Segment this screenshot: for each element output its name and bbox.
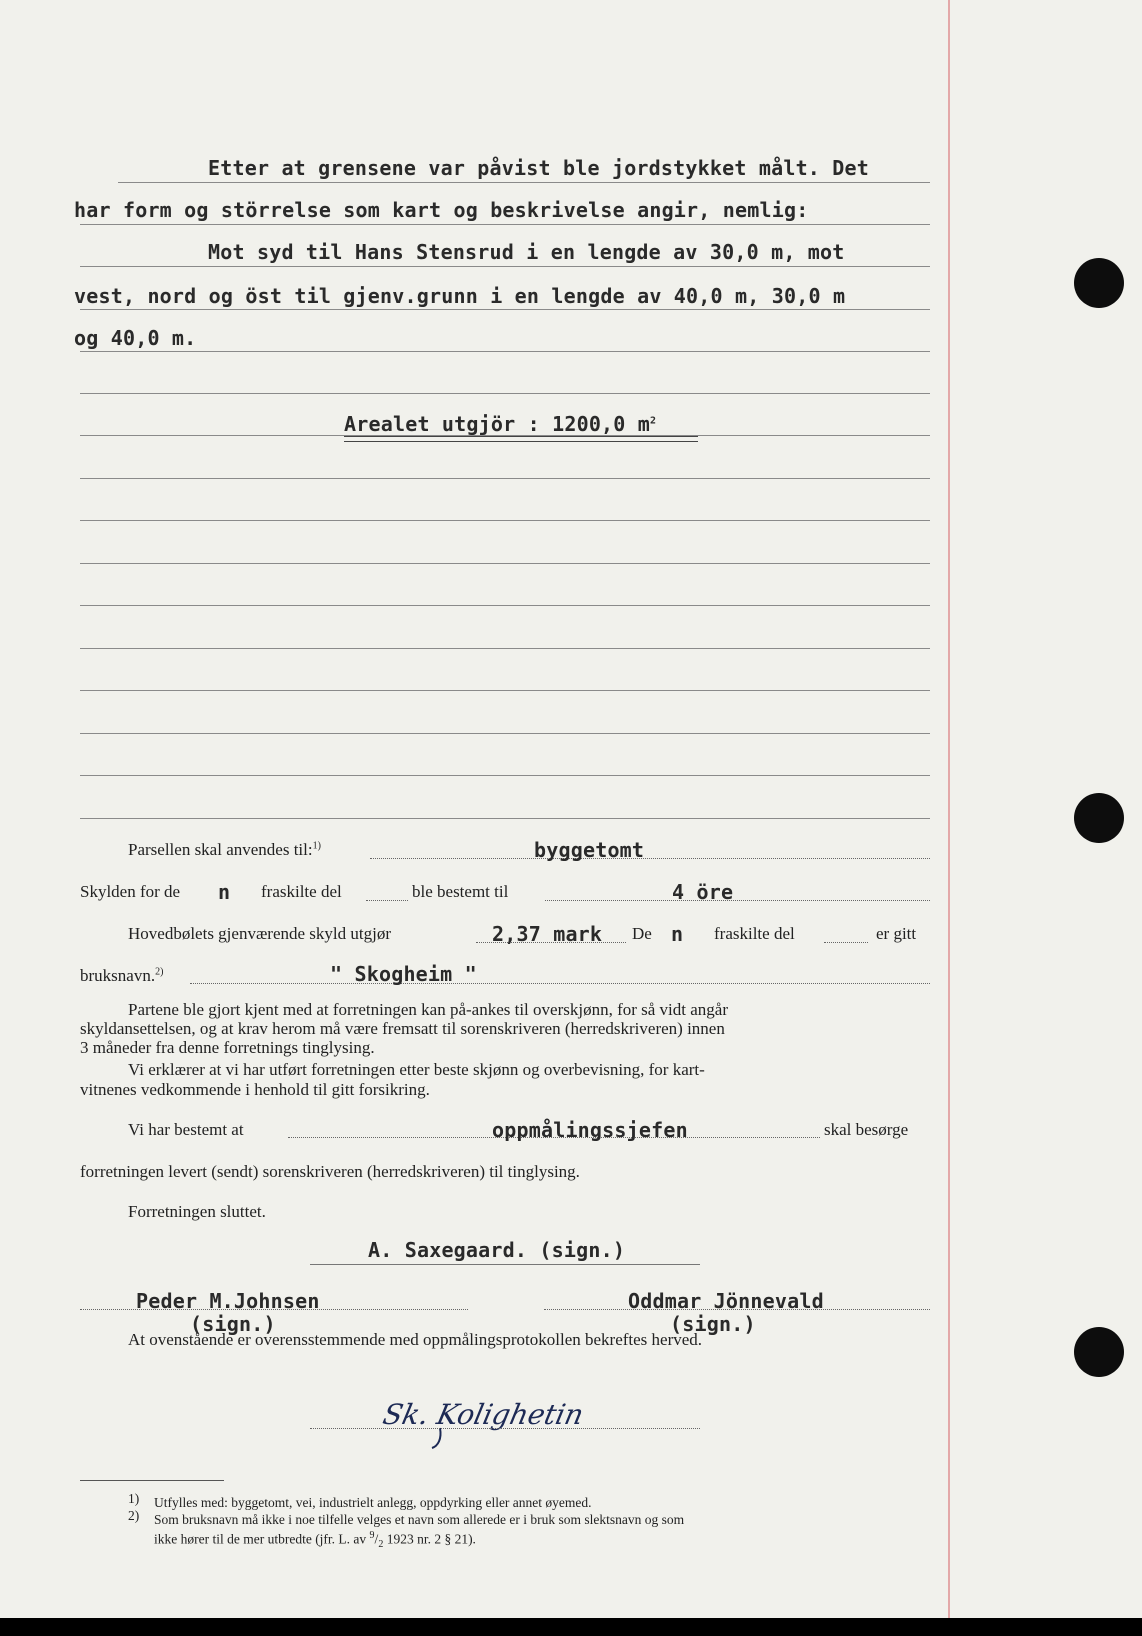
footnote-1-mark: 1): [128, 1491, 140, 1506]
delivered-line: forretningen levert (sendt) sorenskriveren (herredskriveren) til tinglysing.: [80, 1162, 580, 1181]
ruled-line: [80, 775, 930, 776]
tax-value: 4 öre: [672, 880, 734, 904]
margin-line: [948, 0, 950, 1618]
handwritten-signature: [380, 1384, 600, 1454]
appeal-line-1: Partene ble gjort kjent med at forretningen kan på-ankes til overskjønn, for så vidt angår: [128, 1000, 729, 1019]
ruled-line: [80, 648, 930, 649]
footnote-2-line-2: ikke hører til de mer utbredte (jfr. L. av $^9/_2$ 1923 nr. 2 § 21).: [154, 1530, 476, 1551]
farm-dotted-line: [190, 983, 930, 984]
punch-hole-middle: [1074, 793, 1124, 843]
main-signature: A. Saxegaard. (sign.): [368, 1238, 626, 1262]
witness-2-name: Oddmar Jönnevald: [628, 1289, 824, 1313]
ruled-line: [80, 563, 930, 564]
witness-2-line: [544, 1309, 930, 1310]
closed-line: Forretningen sluttet.: [128, 1202, 266, 1221]
witness-2-sign: (sign.): [670, 1312, 756, 1336]
remaining-label-d: er gitt: [876, 924, 917, 943]
intro-line-1: Etter at grensene var påvist ble jordstykket målt. Det: [208, 156, 870, 180]
remaining-value: 2,37 mark: [492, 922, 603, 946]
use-value: byggetomt: [534, 838, 645, 862]
handwritten-signature-text: Sk. Kolighetin: [380, 1398, 587, 1431]
appeal-line-2: skyldansettelsen, og at krav herom må være fremsatt til sorenskriveren (herredskriveren) innen: [80, 1019, 725, 1038]
footnote-1: Utfylles med: byggetomt, vei, industrielt anlegg, oppdyrking eller annet øyemed.: [154, 1495, 592, 1510]
tax-label-c: ble bestemt til: [412, 882, 509, 901]
punch-hole-bottom: [1074, 1327, 1124, 1377]
footnote-2-line-1: Som bruksnavn må ikke i noe tilfelle velges et navn som allerede er i bruk som slektsnavn og som: [154, 1512, 685, 1527]
tax-label-a: Skylden for de: [80, 882, 181, 901]
intro-line-2: har form og störrelse som kart og beskrivelse angir, nemlig:: [74, 198, 809, 222]
ruled-line: [80, 309, 930, 310]
ruled-line: [80, 224, 930, 225]
description-line-2: vest, nord og öst til gjenv.grunn i en lengde av 40,0 m, 30,0 m: [74, 284, 846, 308]
footnote-rule: [80, 1480, 224, 1481]
appeal-line-3: 3 måneder fra denne forretnings tinglysing.: [80, 1038, 375, 1057]
tax-suffix-n: n: [218, 880, 231, 904]
signature-rule: [310, 1264, 700, 1265]
ruled-line: [80, 605, 930, 606]
decided-label: Vi har bestemt at: [128, 1120, 244, 1139]
ruled-line: [80, 478, 930, 479]
description-line-3: og 40,0 m.: [74, 326, 197, 350]
ruled-line: [118, 182, 930, 183]
ruled-line: [80, 266, 930, 267]
farm-name: " Skogheim ": [330, 962, 477, 986]
remaining-label: Hovedbølets gjenværende skyld utgjør: [128, 924, 391, 943]
farm-label: bruksnavn.$^{2)}$: [80, 966, 164, 985]
area-statement: Arealet utgjör : 1200,0 $m^2$: [344, 412, 657, 436]
ruled-line: [80, 733, 930, 734]
responsible-party: oppmålingssjefen: [492, 1118, 688, 1142]
remaining-dotted-short: [824, 942, 868, 943]
ruled-line: [80, 351, 930, 352]
use-label: Parsellen skal anvendes til:$^{1)}$: [128, 840, 321, 859]
tax-dotted-line: [545, 900, 930, 901]
footnote-2-mark: 2): [128, 1508, 140, 1523]
area-superscript: 2: [650, 415, 657, 427]
certify-signature-line: [310, 1428, 700, 1429]
declare-line-1: Vi erklærer at vi har utført forretningen etter beste skjønn og overbevisning, for kart-: [128, 1060, 705, 1079]
remaining-label-b: De: [632, 924, 652, 943]
ruled-line: [80, 690, 930, 691]
declare-line-2: vitnenes vedkommende i henhold til gitt forsikring.: [80, 1080, 430, 1099]
punch-hole-top: [1074, 258, 1124, 308]
remaining-suffix-n: n: [671, 922, 684, 946]
ruled-line: [80, 520, 930, 521]
witness-1-line: [80, 1309, 468, 1310]
ruled-line: [80, 393, 930, 394]
certify-line: At ovenstående er overensstemmende med oppmålingsprotokollen bekreftes herved.: [128, 1330, 703, 1349]
tax-label-b: fraskilte del: [261, 882, 342, 901]
remaining-label-c: fraskilte del: [714, 924, 795, 943]
tax-dotted-short: [366, 900, 408, 901]
ruled-line: [80, 818, 930, 819]
use-dotted-line: [370, 858, 930, 859]
area-double-underline: [344, 436, 698, 442]
witness-1-name: Peder M.Johnsen: [136, 1289, 320, 1313]
witness-1-sign: (sign.): [190, 1312, 276, 1336]
decided-label-b: skal besørge: [824, 1120, 909, 1139]
description-line-1: Mot syd til Hans Stensrud i en lengde av 30,0 m, mot: [208, 240, 845, 264]
